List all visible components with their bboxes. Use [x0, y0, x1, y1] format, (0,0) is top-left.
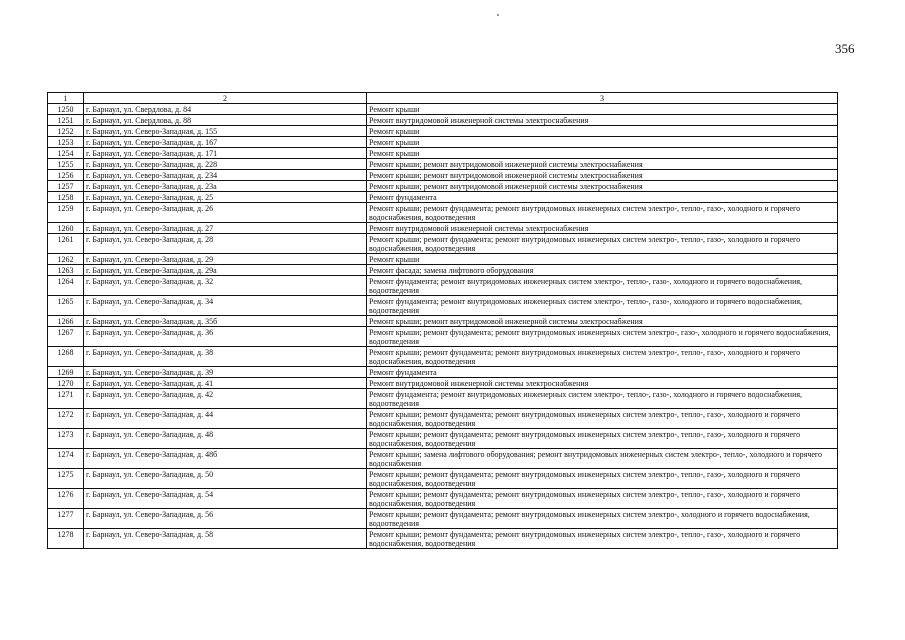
row-repair-work: Ремонт внутридомовой инженерной системы электроснабжения [367, 378, 838, 389]
row-repair-work: Ремонт крыши [367, 137, 838, 148]
row-repair-work: Ремонт фундамента; ремонт внутридомовых инженерных систем электро-, тепло-, газо-, холодного и горячего водоснабжения, водоотведения [367, 296, 838, 316]
table-row [48, 137, 838, 148]
row-address: г. Барнаул, ул. Северо-Западная, д. 39 [84, 367, 367, 378]
row-number: 1250 [48, 104, 84, 115]
row-number: 1272 [48, 409, 84, 429]
row-address: г. Барнаул, ул. Северо-Западная, д. 26 [84, 203, 367, 223]
row-repair-work: Ремонт фасада; замена лифтового оборудования [367, 265, 838, 276]
row-address: г. Барнаул, ул. Северо-Западная, д. 50 [84, 469, 367, 489]
table-row [48, 378, 838, 389]
row-number: 1277 [48, 509, 84, 529]
row-number: 1265 [48, 296, 84, 316]
row-repair-work: Ремонт крыши [367, 148, 838, 159]
row-address: г. Барнаул, ул. Свердлова, д. 84 [84, 104, 367, 115]
table-row [48, 469, 838, 489]
row-address: г. Барнаул, ул. Северо-Западная, д. 28 [84, 234, 367, 254]
row-repair-work: Ремонт крыши [367, 104, 838, 115]
table-row [48, 316, 838, 327]
row-address: г. Барнаул, ул. Северо-Западная, д. 29 [84, 254, 367, 265]
row-address: г. Барнаул, ул. Северо-Западная, д. 29а [84, 265, 367, 276]
header-col-address: 2 [84, 93, 367, 104]
table-row [48, 327, 838, 347]
row-address: г. Барнаул, ул. Северо-Западная, д. 48б [84, 449, 367, 469]
row-repair-work: Ремонт крыши; ремонт фундамента; ремонт внутридомовых инженерных систем электро-, тепло-, газо-, холодного и горячего водоснабжения, водоотведения [367, 347, 838, 367]
table-row [48, 254, 838, 265]
row-address: г. Барнаул, ул. Северо-Западная, д. 27 [84, 223, 367, 234]
row-address: г. Барнаул, ул. Северо-Западная, д. 44 [84, 409, 367, 429]
table-row [48, 115, 838, 126]
row-address: г. Барнаул, ул. Северо-Западная, д. 56 [84, 509, 367, 529]
table-header [48, 93, 838, 104]
row-number: 1257 [48, 181, 84, 192]
row-address: г. Барнаул, ул. Северо-Западная, д. 234 [84, 170, 367, 181]
row-address: г. Барнаул, ул. Северо-Западная, д. 34 [84, 296, 367, 316]
row-address: г. Барнаул, ул. Северо-Западная, д. 171 [84, 148, 367, 159]
header-col-work: 3 [367, 93, 838, 104]
table-row [48, 367, 838, 378]
row-repair-work: Ремонт крыши; ремонт фундамента; ремонт внутридомовых инженерных систем электро-, газо-, холодного и горячего водоснабжения, водоотведения [367, 327, 838, 347]
row-repair-work: Ремонт крыши; ремонт фундамента; ремонт внутридомовых инженерных систем электро-, тепло-, газо-, холодного и горячего водоснабжения, водоотведения [367, 429, 838, 449]
row-repair-work: Ремонт внутридомовой инженерной системы электроснабжения [367, 223, 838, 234]
row-address: г. Барнаул, ул. Северо-Западная, д. 48 [84, 429, 367, 449]
row-address: г. Барнаул, ул. Северо-Западная, д. 155 [84, 126, 367, 137]
row-address: г. Барнаул, ул. Северо-Западная, д. 36 [84, 327, 367, 347]
table-row [48, 234, 838, 254]
row-repair-work: Ремонт внутридомовой инженерной системы электроснабжения [367, 115, 838, 126]
row-repair-work: Ремонт крыши; ремонт внутридомовой инженерной системы электроснабжения [367, 316, 838, 327]
row-repair-work: Ремонт фундамента; ремонт внутридомовых инженерных систем электро-, тепло-, газо-, холодного и горячего водоснабжения, водоотведения [367, 389, 838, 409]
table-row [48, 489, 838, 509]
row-address: г. Барнаул, ул. Северо-Западная, д. 228 [84, 159, 367, 170]
row-repair-work: Ремонт крыши; ремонт фундамента; ремонт внутридомовых инженерных систем электро-, тепло-, газо-, холодного и горячего водоснабжения, водоотведения [367, 234, 838, 254]
row-number: 1262 [48, 254, 84, 265]
row-number: 1254 [48, 148, 84, 159]
table-row [48, 223, 838, 234]
row-address: г. Барнаул, ул. Северо-Западная, д. 32 [84, 276, 367, 296]
row-repair-work: Ремонт крыши [367, 254, 838, 265]
row-repair-work: Ремонт крыши; ремонт внутридомовой инженерной системы электроснабжения [367, 181, 838, 192]
row-address: г. Барнаул, ул. Северо-Западная, д. 58 [84, 529, 367, 549]
row-number: 1276 [48, 489, 84, 509]
row-number: 1273 [48, 429, 84, 449]
row-address: г. Барнаул, ул. Северо-Западная, д. 38 [84, 347, 367, 367]
row-address: г. Барнаул, ул. Северо-Западная, д. 35б [84, 316, 367, 327]
table-row [48, 170, 838, 181]
row-address: г. Барнаул, ул. Северо-Западная, д. 41 [84, 378, 367, 389]
row-number: 1261 [48, 234, 84, 254]
row-repair-work: Ремонт крыши; ремонт внутридомовой инженерной системы электроснабжения [367, 170, 838, 181]
row-repair-work: Ремонт крыши [367, 126, 838, 137]
table-row [48, 296, 838, 316]
row-number: 1253 [48, 137, 84, 148]
table-row [48, 509, 838, 529]
row-number: 1255 [48, 159, 84, 170]
row-address: г. Барнаул, ул. Северо-Западная, д. 23а [84, 181, 367, 192]
header-row [48, 93, 838, 104]
row-repair-work: Ремонт крыши; замена лифтового оборудования; ремонт внутридомовых инженерных систем электро-, тепло-, холодного и горячего водоснабжения [367, 449, 838, 469]
table-row [48, 265, 838, 276]
row-number: 1274 [48, 449, 84, 469]
table-row [48, 409, 838, 429]
row-repair-work: Ремонт фундамента [367, 192, 838, 203]
row-number: 1267 [48, 327, 84, 347]
row-number: 1268 [48, 347, 84, 367]
table-row [48, 203, 838, 223]
table-row [48, 192, 838, 203]
table-body [48, 104, 838, 549]
row-repair-work: Ремонт крыши; ремонт фундамента; ремонт внутридомовых инженерных систем электро-, тепло-, газо-, холодного и горячего водоснабжения, водоотведения [367, 489, 838, 509]
row-number: 1278 [48, 529, 84, 549]
row-address: г. Барнаул, ул. Свердлова, д. 88 [84, 115, 367, 126]
table-row [48, 347, 838, 367]
page-number: 356 [835, 41, 855, 56]
row-repair-work: Ремонт крыши; ремонт фундамента; ремонт внутридомовых инженерных систем электро-, тепло-, газо-, холодного и горячего водоснабжения, водоотведения [367, 203, 838, 223]
row-number: 1269 [48, 367, 84, 378]
row-repair-work: Ремонт фундамента; ремонт внутридомовых инженерных систем электро-, тепло-, газо-, холодного и горячего водоснабжения, водоотведения [367, 276, 838, 296]
row-number: 1271 [48, 389, 84, 409]
row-number: 1263 [48, 265, 84, 276]
row-number: 1256 [48, 170, 84, 181]
table-row [48, 181, 838, 192]
row-repair-work: Ремонт крыши; ремонт фундамента; ремонт внутридомовых инженерных систем электро-, тепло-, газо-, холодного и горячего водоснабжения, водоотведения [367, 469, 838, 489]
row-repair-work: Ремонт крыши; ремонт фундамента; ремонт внутридомовых инженерных систем электро-, тепло-, газо-, холодного и горячего водоснабжения, водоотведения [367, 409, 838, 429]
repair-registry-table [47, 92, 838, 549]
row-number: 1264 [48, 276, 84, 296]
row-number: 1275 [48, 469, 84, 489]
row-number: 1259 [48, 203, 84, 223]
table-row [48, 159, 838, 170]
table-row [48, 449, 838, 469]
row-address: г. Барнаул, ул. Северо-Западная, д. 167 [84, 137, 367, 148]
row-address: г. Барнаул, ул. Северо-Западная, д. 54 [84, 489, 367, 509]
row-number: 1258 [48, 192, 84, 203]
row-number: 1266 [48, 316, 84, 327]
row-number: 1252 [48, 126, 84, 137]
table-row [48, 276, 838, 296]
table-row [48, 148, 838, 159]
row-address: г. Барнаул, ул. Северо-Западная, д. 42 [84, 389, 367, 409]
table-row [48, 126, 838, 137]
row-repair-work: Ремонт крыши; ремонт фундамента; ремонт внутридомовых инженерных систем электро-, тепло-, газо-, холодного и горячего водоснабжения, водоотведения [367, 529, 838, 549]
row-number: 1260 [48, 223, 84, 234]
header-col-number: 1 [48, 93, 84, 104]
row-address: г. Барнаул, ул. Северо-Западная, д. 25 [84, 192, 367, 203]
table-row [48, 389, 838, 409]
table-row [48, 529, 838, 549]
row-repair-work: Ремонт фундамента [367, 367, 838, 378]
table-row [48, 104, 838, 115]
table-row [48, 429, 838, 449]
row-repair-work: Ремонт крыши; ремонт внутридомовой инженерной системы электроснабжения [367, 159, 838, 170]
row-repair-work: Ремонт крыши; ремонт фундамента; ремонт внутридомовых инженерных систем электро-, холодного и горячего водоснабжения, водоотведения [367, 509, 838, 529]
row-number: 1270 [48, 378, 84, 389]
scan-speck [497, 14, 499, 16]
row-number: 1251 [48, 115, 84, 126]
